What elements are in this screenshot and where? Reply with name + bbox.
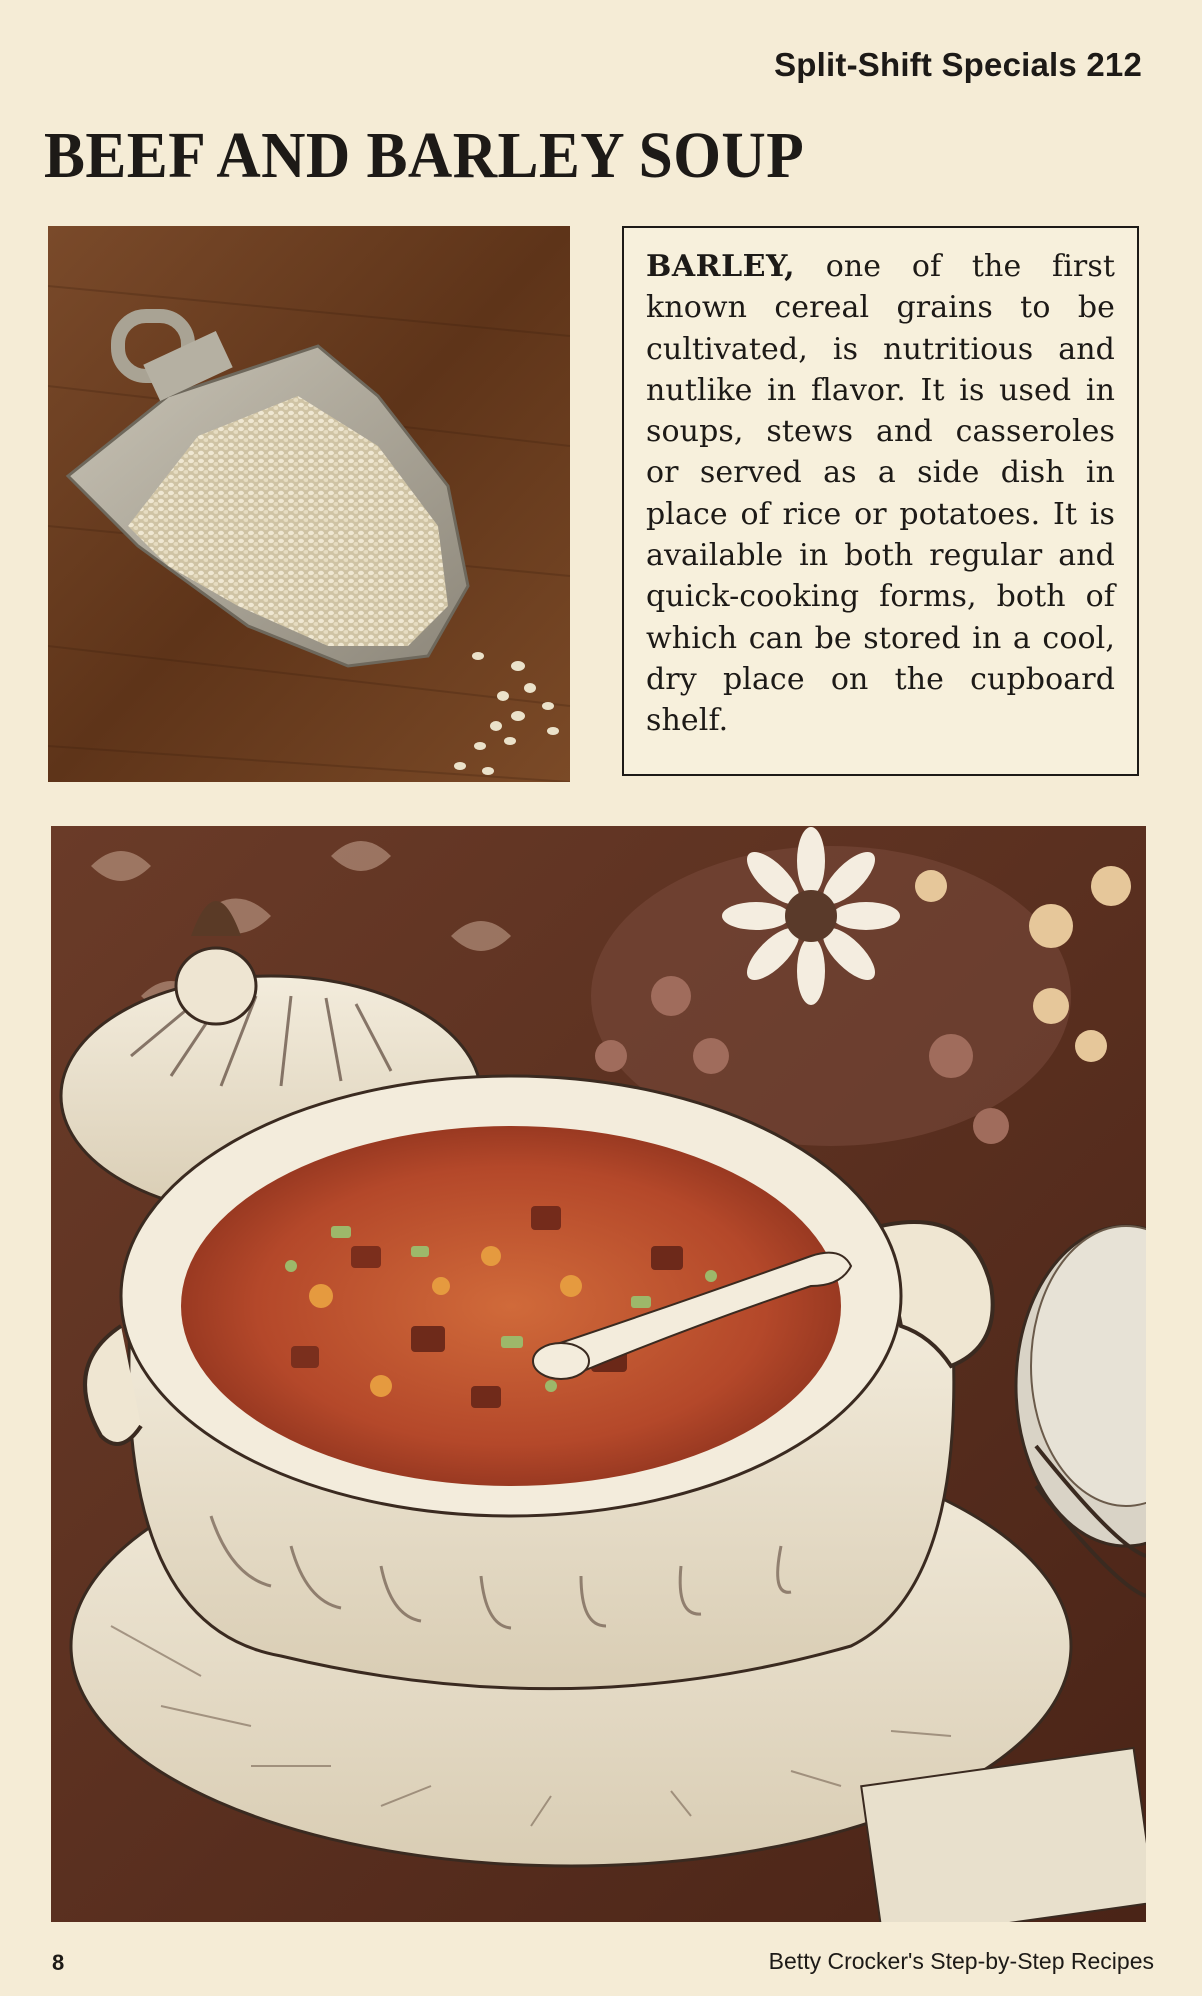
page-number: 8 — [52, 1950, 65, 1975]
barley-info-lead: BARLEY, — [646, 249, 796, 284]
barley-scoop-illustration — [48, 226, 570, 782]
footer-credit: Betty Crocker's Step-by-Step Recipes — [768, 1948, 1154, 1974]
barley-info-body: one of the first known cereal grains to be cultivated, is nutritious and nutlike in flavor. It is used in soups, stews and casseroles or served as a side dish in place of rice or potatoes. It is available in both regular and quick-cooking forms, both of which can be stored in a cool, dry place on the cupboard shelf. — [646, 249, 1115, 739]
soup-tureen-illustration — [51, 826, 1146, 1922]
section-header: Split-Shift Specials 212 — [774, 46, 1142, 83]
soup-photo — [51, 826, 1146, 1922]
barley-info-text — [646, 246, 1115, 742]
page-title: BEEF AND BARLEY SOUP — [44, 119, 805, 192]
barley-info-box — [622, 226, 1139, 776]
barley-photo — [48, 226, 570, 782]
